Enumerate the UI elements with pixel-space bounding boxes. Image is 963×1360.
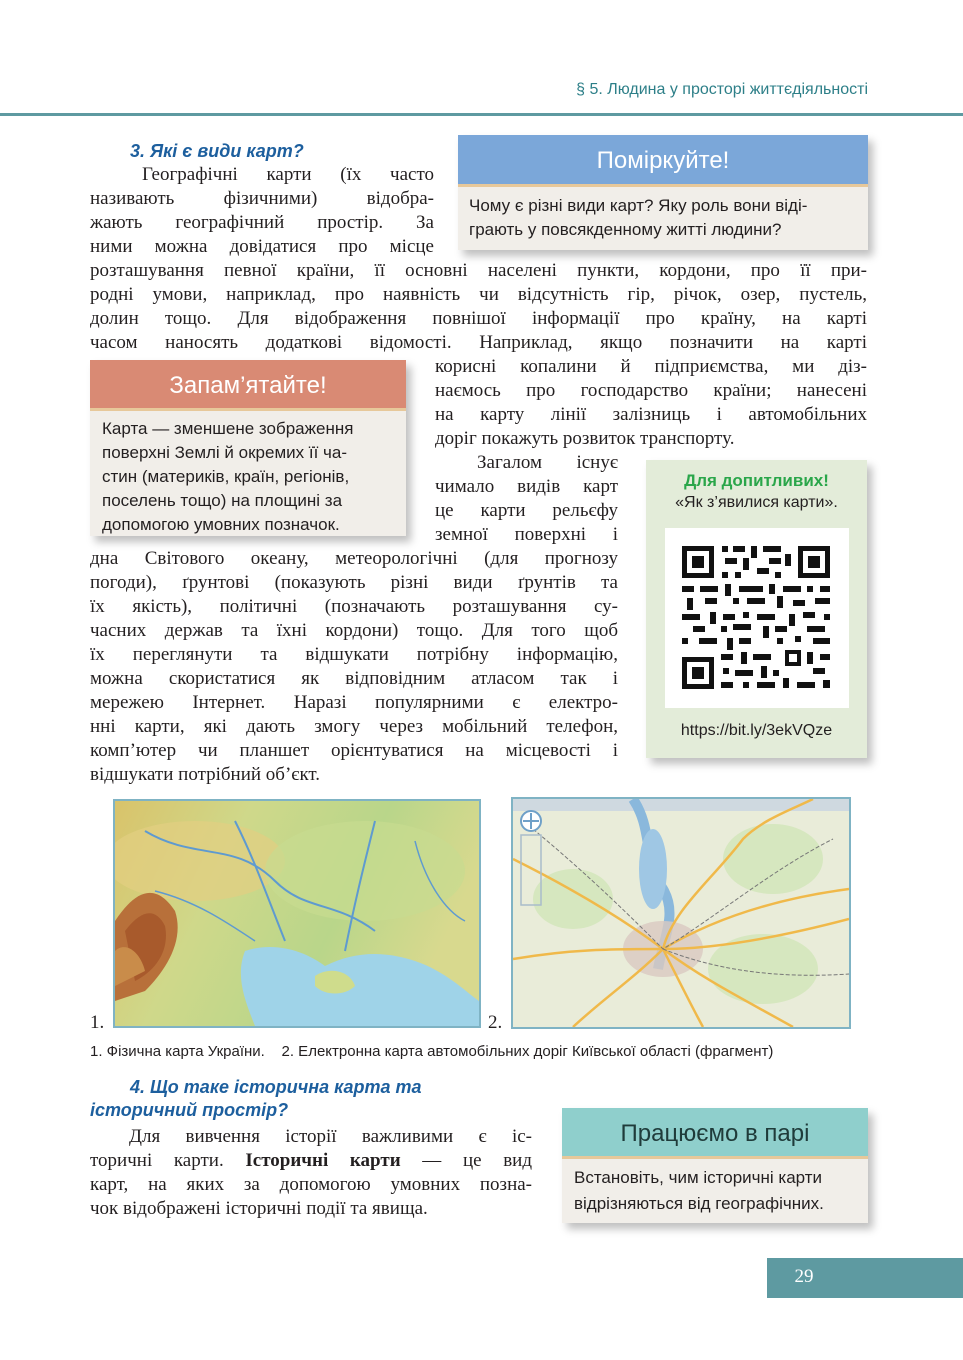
text-line: доріг покажуть розвиток транспорту. xyxy=(435,428,735,449)
curious-box-url[interactable]: https://bit.ly/3ekVQze xyxy=(680,722,833,739)
text-line: часом наносять додаткові відомості. Наприклад, якщо позначити на карті xyxy=(90,332,867,353)
paragraph-bottom xyxy=(90,547,618,787)
text-line: комп’ютер чи планшет орієнтуватися на місцевості і xyxy=(90,740,618,761)
remember-box-header xyxy=(90,360,406,411)
pair-work-box-title: Працюємо в парі xyxy=(620,1120,810,1147)
remember-box xyxy=(90,360,406,536)
think-box-line: Чому є різні види карт? Яку роль вони віді- xyxy=(469,196,808,215)
text-line: карт, на яких за допомогою умовних позна- xyxy=(90,1174,532,1195)
text-line: це карти рельєфу xyxy=(435,500,618,521)
text-line: погоди), ґрунтові (показують різні види ґрунтів та xyxy=(90,572,618,593)
text-line: корисні копалини й підприємства, ми діз- xyxy=(435,356,867,377)
text-line: на карту лінії залізниць і автомобільних xyxy=(435,404,867,425)
remember-box-title: Запам’ятайте! xyxy=(169,372,327,399)
text-line: розташування певної країни, її основні населені пункти, кордони, про її при- xyxy=(90,260,867,281)
paragraph-full xyxy=(90,259,867,355)
pair-work-box-body xyxy=(562,1159,868,1217)
text-line: можна скористатися як відповідним атласом так і xyxy=(90,668,618,689)
text-line: дна Світового океану, метеорологічні (для прогнозу xyxy=(90,548,618,569)
physical-map-image xyxy=(113,799,481,1028)
figure-number-1: 1. xyxy=(90,1012,105,1033)
electronic-map-image xyxy=(511,797,851,1029)
pair-work-box-line: Встановіть, чим історичні карти xyxy=(574,1168,823,1187)
text-line: Загалом існує xyxy=(477,452,618,473)
think-box-header xyxy=(458,135,868,187)
text-line: відшукати потрібний об’єкт. xyxy=(90,764,321,785)
text-line: родні умови, наприклад, про наявність чи відсутність гір, річок, озер, пустель, xyxy=(90,284,867,305)
remember-box-body xyxy=(90,411,406,537)
text-fragment: — це вид xyxy=(400,1150,533,1171)
remember-box-line: Карта — зменшене зображення xyxy=(102,419,354,438)
pair-work-box xyxy=(562,1108,868,1223)
remember-box-line: поверхні Землі й окремих її ча- xyxy=(102,443,348,462)
curious-box-subtitle: «Як з’явилися карти». xyxy=(675,494,838,511)
think-box-body xyxy=(458,187,868,242)
qr-code[interactable] xyxy=(665,528,849,708)
pair-work-box-header xyxy=(562,1108,868,1159)
section-4-heading-line-1: 4. Що таке історична карта та xyxy=(130,1077,422,1097)
text-line: називають фізичними) відобра- xyxy=(90,188,434,209)
text-line: наємось про господарство країни; нанесені xyxy=(435,380,867,401)
running-header: § 5. Людина у просторі життєдіяльності xyxy=(576,81,868,98)
think-box-title: Поміркуйте! xyxy=(596,147,730,174)
header-rule xyxy=(0,113,963,116)
term-historical-maps: Історичні карти xyxy=(245,1150,401,1171)
text-line: Для вивчення історії важливими є іс- xyxy=(129,1126,532,1147)
text-line xyxy=(90,1149,532,1173)
text-line: земної поверхні і xyxy=(435,524,618,545)
page-number: 29 xyxy=(794,1266,814,1287)
text-fragment: торичні карти. xyxy=(90,1150,246,1171)
text-line: жають географічний простір. За xyxy=(90,212,434,233)
section-4-heading-line-2: історичний простір? xyxy=(90,1100,289,1120)
paragraph-mid-2 xyxy=(435,451,618,547)
remember-box-line: стин (материків, країн, регіонів, xyxy=(102,467,350,486)
section-3-heading: 3. Які є види карт? xyxy=(130,141,304,161)
think-box xyxy=(458,135,868,250)
paragraph-section-4 xyxy=(90,1125,532,1221)
paragraph-top xyxy=(90,163,434,259)
text-line: чок відображені історичні події та явища. xyxy=(90,1198,428,1219)
remember-box-line: допомогою умовних позначок. xyxy=(102,515,340,534)
remember-box-line: поселень тощо) на площині за xyxy=(102,491,343,510)
text-line: Географічні карти (їх часто xyxy=(142,164,434,185)
curious-box-title: Для допитливих! xyxy=(684,471,829,490)
think-box-line: грають у повсякденному житті людини? xyxy=(469,220,782,239)
qr-code-image xyxy=(665,528,849,708)
figures-caption: 1. Фізична карта України. 2. Електронна карта автомобільних доріг Київської області (фрагмент) xyxy=(90,1043,774,1060)
pair-work-box-line: відрізняються від географічних. xyxy=(574,1194,824,1213)
paragraph-mid xyxy=(435,355,867,451)
text-line: ними можна довідатися про місце xyxy=(90,236,434,257)
text-line: часних держав та їхні кордони) тощо. Для того щоб xyxy=(90,620,618,641)
text-line: їх якість), політичні (позначають розташування су- xyxy=(90,596,618,617)
text-line: нні карти, які дають змогу через мобільний телефон, xyxy=(90,716,618,737)
text-line: чимало видів карт xyxy=(435,476,618,497)
text-line: їх переглянути та відшукати потрібну інформацію, xyxy=(90,644,618,665)
figure-number-2: 2. xyxy=(488,1012,503,1033)
text-line: долин тощо. Для відображення повнішої інформації про країну, на карті xyxy=(90,308,867,329)
text-line: мережею Інтернет. Наразі популярними є електро- xyxy=(90,692,618,713)
